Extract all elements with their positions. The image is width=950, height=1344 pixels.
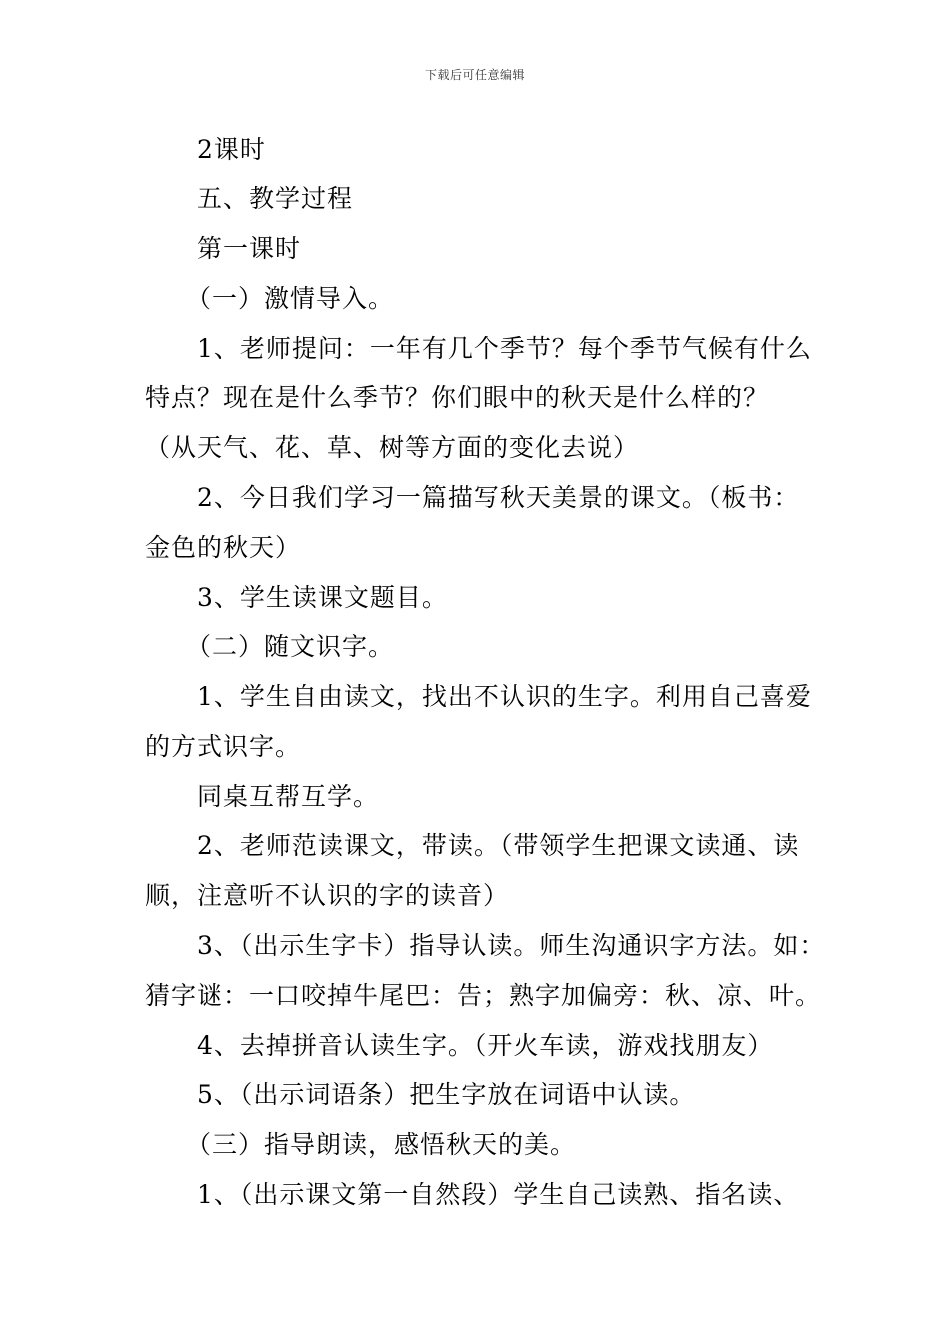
text-line: 2课时 <box>197 135 266 164</box>
text-line: 5、（出示词语条）把生字放在词语中认读。 <box>197 1080 696 1109</box>
text-line: 3、学生读课文题目。 <box>197 583 448 612</box>
text-line: 特点？现在是什么季节？你们眼中的秋天是什么样的？ <box>145 383 770 412</box>
text-line: 顺，注意听不认识的字的读音） <box>145 881 510 910</box>
text-line: 3、（出示生字卡）指导认读。师生沟通识字方法。如： <box>197 931 826 960</box>
text-line: 1、（出示课文第一自然段）学生自己读熟、指名读、 <box>197 1180 800 1209</box>
text-line: 4、去掉拼音认读生字。（开火车读，游戏找朋友） <box>197 1031 774 1060</box>
part-heading: （三）指导朗读，感悟秋天的美。 <box>186 1130 577 1159</box>
text-line: 同桌互帮互学。 <box>197 782 380 811</box>
part-heading: （二）随文识字。 <box>186 632 395 661</box>
text-line: 2、今日我们学习一篇描写秋天美景的课文。（板书： <box>197 483 800 512</box>
text-line: 金色的秋天） <box>145 533 302 562</box>
text-line: 猜字谜：一口咬掉牛尾巴：告；熟字加偏旁：秋、凉、叶。 <box>145 981 822 1010</box>
subsection-heading: 第一课时 <box>197 234 302 263</box>
section-heading: 五、教学过程 <box>197 184 354 213</box>
text-line: （从天气、花、草、树等方面的变化去说） <box>145 433 640 462</box>
text-line: 的方式识字。 <box>145 732 302 761</box>
text-line: 2、老师范读课文，带读。（带领学生把课文读通、读 <box>197 831 800 860</box>
part-heading: （一）激情导入。 <box>186 284 395 313</box>
page-header-note: 下载后可任意编辑 <box>424 68 525 82</box>
text-line: 1、老师提问：一年有几个季节？每个季节气候有什么 <box>197 334 812 363</box>
text-line: 1、学生自由读文，找出不认识的生字。利用自己喜爱 <box>197 682 812 711</box>
